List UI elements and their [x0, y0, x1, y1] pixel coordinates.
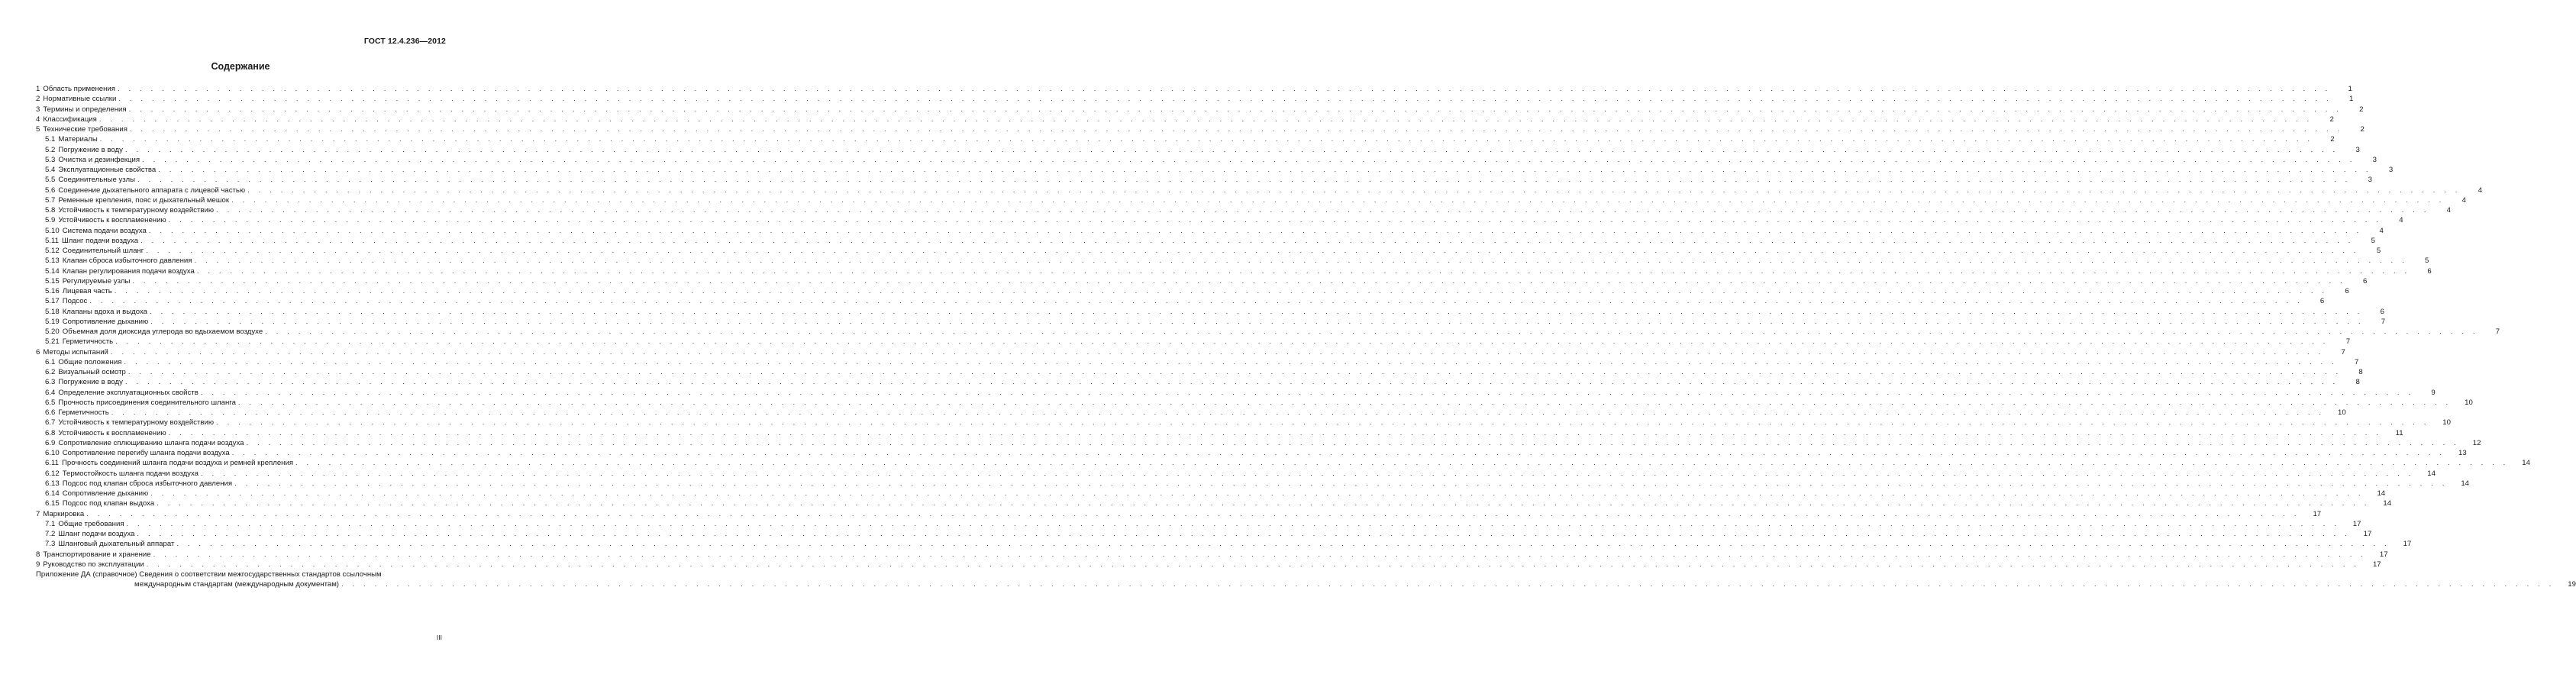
dot-leader: . . . . . . . . . . . . . . . . . . . . . . . . . . . . . . . . . . . . . . . . . . . . . . . . . . . . . . . . . . . . . . . . . . . . . . . . . . . . . . . . . . . . . . . . . . . . . . . . . . . . . . . . . . . . . . . . . . . . . . . . . . . . . . . . . . . . . . . . . . . . . . . . . . . . . . . . . . . . . . . . . . . . . . . . . . . . . . . . . . . . . . . . . . . . . . . . . . . . . . . .	[153, 550, 2367, 559]
toc-entry-title: Устойчивость к воспламенению	[58, 428, 166, 437]
dot-leader: . . . . . . . . . . . . . . . . . . . . . . . . . . . . . . . . . . . . . . . . . . . . . . . . . . . . . . . . . . . . . . . . . . . . . . . . . . . . . . . . . . . . . . . . . . . . . . . . . . . . . . . . . . . . . . . . . . . . . . . . . . . . . . . . . . . . . . . . . . . . . . . . . . . . . . . . . . . . . . . . . . . . . . . . . . . . . . . . . . . . . . . . . . . . . . . . . . . . . . . .	[124, 145, 2339, 154]
dot-leader: . . . . . . . . . . . . . . . . . . . . . . . . . . . . . . . . . . . . . . . . . . . . . . . . . . . . . . . . . . . . . . . . . . . . . . . . . . . . . . . . . . . . . . . . . . . . . . . . . . . . . . . . . . . . . . . . . . . . . . . . . . . . . . . . . . . . . . . . . . . . . . . . . . . . . . . . . . . . . . . . . . . . . . . . . . . . . . . . . . . . . . . . . . . . . . . . . . . . . . . .	[137, 176, 2351, 185]
toc-entry-page: 2	[2330, 135, 2335, 144]
dot-leader: . . . . . . . . . . . . . . . . . . . . . . . . . . . . . . . . . . . . . . . . . . . . . . . . . . . . . . . . . . . . . . . . . . . . . . . . . . . . . . . . . . . . . . . . . . . . . . . . . . . . . . . . . . . . . . . . . . . . . . . . . . . . . . . . . . . . . . . . . . . . . . . . . . . . . . . . . . . . . . . . . . . . . . . . . . . . . . . . . . . . . . . . . . . . . . . . . . . . . . . .	[150, 489, 2365, 498]
toc-entry-text	[36, 560, 147, 570]
toc-entry-page: 11	[2395, 428, 2403, 437]
dot-leader: . . . . . . . . . . . . . . . . . . . . . . . . . . . . . . . . . . . . . . . . . . . . . . . . . . . . . . . . . . . . . . . . . . . . . . . . . . . . . . . . . . . . . . . . . . . . . . . . . . . . . . . . . . . . . . . . . . . . . . . . . . . . . . . . . . . . . . . . . . . . . . . . . . . . . . . . . . . . . . . . . . . . . . . . . . . . . . . . . . . . . . . . . . . . . . . . . . . . . . . .	[99, 135, 2313, 144]
toc-entry-text	[45, 165, 158, 175]
toc-entry-text	[45, 539, 176, 549]
toc-entry-number: 5.7	[45, 195, 56, 205]
toc-entry	[36, 327, 2500, 337]
toc-entry-title: Объемная доля диоксида углерода во вдыхаемом воздухе	[62, 328, 263, 336]
toc-entry-text	[36, 94, 118, 104]
toc-entry-page: 2	[2360, 125, 2365, 134]
toc-entry-number: 6.8	[45, 428, 56, 437]
toc-entry-page: 1	[2348, 85, 2352, 93]
toc-entry-number: 5.13	[45, 257, 60, 266]
toc-entry-title: Погружение в воду	[58, 378, 123, 387]
toc-entry	[36, 337, 2351, 347]
toc-entry-text	[45, 195, 231, 205]
page-number: III	[436, 634, 442, 641]
toc-entry-number: 5.5	[45, 176, 56, 185]
toc-entry-page: 6	[2380, 307, 2384, 316]
toc-entry-page: 4	[2379, 226, 2384, 235]
toc-entry-number: 5.14	[45, 266, 60, 276]
toc-entry	[36, 489, 2386, 499]
dot-leader: . . . . . . . . . . . . . . . . . . . . . . . . . . . . . . . . . . . . . . . . . . . . . . . . . . . . . . . . . . . . . . . . . . . . . . . . . . . . . . . . . . . . . . . . . . . . . . . . . . . . . . . . . . . . . . . . . . . . . . . . . . . . . . . . . . . . . . . . . . . . . . . . . . . . . . . . . . . . . . . . . . . . . . . . . . . . . . . . . . . . . . . . . . . . . . . . . . . . . . . .	[128, 368, 2342, 376]
dot-leader: . . . . . . . . . . . . . . . . . . . . . . . . . . . . . . . . . . . . . . . . . . . . . . . . . . . . . . . . . . . . . . . . . . . . . . . . . . . . . . . . . . . . . . . . . . . . . . . . . . . . . . . . . . . . . . . . . . . . . . . . . . . . . . . . . . . . . . . . . . . . . . . . . . . . . . . . . . . . . . . . . . . . . . . . . . . . . . . . . . . . . . . . . . . . . . . . . . . . . . . .	[148, 226, 2362, 235]
toc-entry	[36, 377, 2360, 387]
toc-entry-number: 3	[36, 105, 40, 114]
toc-entry-title: Устойчивость к температурному воздействию	[58, 206, 215, 215]
toc-entry-number: 6.13	[45, 479, 60, 488]
toc-entry	[36, 418, 2451, 428]
toc-entry-title: Материалы	[58, 135, 98, 144]
toc-entry-title: Соединительные узлы	[58, 176, 136, 185]
toc-entry-text	[36, 84, 118, 94]
toc-entry-page: 12	[2472, 438, 2481, 447]
table-of-contents	[36, 84, 2576, 590]
toc-entry-text	[45, 327, 265, 337]
dot-leader: . . . . . . . . . . . . . . . . . . . . . . . . . . . . . . . . . . . . . . . . . . . . . . . . . . . . . . . . . . . . . . . . . . . . . . . . . . . . . . . . . . . . . . . . . . . . . . . . . . . . . . . . . . . . . . . . . . . . . . . . . . . . . . . . . . . . . . . . . . . . . . . . . . . . . . . . . . . . . . . . . . . . . . . . . . . . . . . . . . . . . . . . . . . . . . . . . . . . . . . .	[201, 469, 2414, 478]
dot-leader: . . . . . . . . . . . . . . . . . . . . . . . . . . . . . . . . . . . . . . . . . . . . . . . . . . . . . . . . . . . . . . . . . . . . . . . . . . . . . . . . . . . . . . . . . . . . . . . . . . . . . . . . . . . . . . . . . . . . . . . . . . . . . . . . . . . . . . . . . . . . . . . . . . . . . . . . . . . . . . . . . . . . . . . . . . . . . . . . . . . . . . . . . . . . . . . . . . . . . . . .	[115, 337, 2329, 347]
toc-entry-text	[36, 115, 99, 124]
toc-entry-page: 14	[2522, 459, 2530, 468]
toc-entry-number: 6.10	[45, 449, 60, 457]
toc-entry-text	[36, 105, 129, 115]
toc-entry-number: 6.5	[45, 398, 56, 407]
dot-leader: . . . . . . . . . . . . . . . . . . . . . . . . . . . . . . . . . . . . . . . . . . . . . . . . . . . . . . . . . . . . . . . . . . . . . . . . . . . . . . . . . . . . . . . . . . . . . . . . . . . . . . . . . . . . . . . . . . . . . . . . . . . . . . . . . . . . . . . . . . . . . . . . . . . . . . . . . . . . . . . . . . . . . . . . . . . . . . . . . . . . . . . . . . . . . . . . . . . . . . . .	[98, 115, 2313, 124]
toc-entry-page: 14	[2377, 489, 2386, 498]
dot-leader: . . . . . . . . . . . . . . . . . . . . . . . . . . . . . . . . . . . . . . . . . . . . . . . . . . . . . . . . . . . . . . . . . . . . . . . . . . . . . . . . . . . . . . . . . . . . . . . . . . . . . . . . . . . . . . . . . . . . . . . . . . . . . . . . . . . . . . . . . . . . . . . . . . . . . . . . . . . . . . . . . . . . . . . . . . . . . . . . . . . . . . . . . . . . . . . . . . . . . . . .	[295, 459, 2509, 468]
toc-entry-text	[45, 418, 216, 428]
toc-entry-page: 17	[2403, 540, 2412, 549]
toc-entry-title: Общие требования	[58, 519, 124, 528]
toc-entry-page: 7	[2341, 347, 2345, 357]
toc-entry-title: Область применения	[43, 85, 115, 93]
toc-entry	[36, 519, 2361, 529]
toc-entry-text	[36, 509, 86, 519]
toc-entry-page: 17	[2372, 560, 2381, 569]
toc-entry-number: 5.21	[45, 337, 60, 347]
toc-entry-title: Клапан сброса избыточного давления	[62, 257, 192, 266]
dot-leader: . . . . . . . . . . . . . . . . . . . . . . . . . . . . . . . . . . . . . . . . . . . . . . . . . . . . . . . . . . . . . . . . . . . . . . . . . . . . . . . . . . . . . . . . . . . . . . . . . . . . . . . . . . . . . . . . . . . . . . . . . . . . . . . . . . . . . . . . . . . . . . . . . . . . . . . . . . . . . . . . . . . . . . . . . . . . . . . . . . . . . . . . . . . . . . . . . . . . . . . .	[234, 479, 2448, 488]
toc-entry-text	[45, 337, 115, 347]
toc-entry-page: 7	[2345, 337, 2351, 347]
toc-entry-page: 17	[2363, 530, 2372, 538]
toc-entry-number: 7	[36, 509, 40, 518]
toc-entry-number: 6.7	[45, 418, 56, 428]
dot-leader: . . . . . . . . . . . . . . . . . . . . . . . . . . . . . . . . . . . . . . . . . . . . . . . . . . . . . . . . . . . . . . . . . . . . . . . . . . . . . . . . . . . . . . . . . . . . . . . . . . . . . . . . . . . . . . . . . . . . . . . . . . . . . . . . . . . . . . . . . . . . . . . . . . . . . . . . . . . . . . . . . . . . . . . . . . . . . . . . . . . . . . . . . . . . . . . . . . . . . . . .	[265, 328, 2479, 336]
toc-entry	[36, 226, 2384, 236]
toc-entry-page: 5	[2376, 247, 2381, 255]
toc-entry-number: 5.2	[45, 145, 56, 154]
toc-entry-number: 6.12	[45, 469, 60, 478]
toc-entry-page: 14	[2461, 479, 2469, 488]
toc-entry-title: Маркировка	[43, 509, 85, 518]
dot-leader: . . . . . . . . . . . . . . . . . . . . . . . . . . . . . . . . . . . . . . . . . . . . . . . . . . . . . . . . . . . . . . . . . . . . . . . . . . . . . . . . . . . . . . . . . . . . . . . . . . . . . . . . . . . . . . . . . . . . . . . . . . . . . . . . . . . . . . . . . . . . . . . . . . . . . . . . . . . . . . . . . . . . . . . . . . . . . . . . . . . . . . . . . . . . . . . . . . . . . . . .	[142, 155, 2355, 164]
toc-entry-number: 6.15	[45, 499, 60, 508]
toc-entry-title: Термины и определения	[43, 105, 127, 114]
dot-leader: . . . . . . . . . . . . . . . . . . . . . . . . . . . . . . . . . . . . . . . . . . . . . . . . . . . . . . . . . . . . . . . . . . . . . . . . . . . . . . . . . . . . . . . . . . . . . . . . . . . . . . . . . . . . . . . . . . . . . . . . . . . . . . . . . . . . . . . . . . . . . . . . . . . . . . . . . . . . . . . . . . . . . . . . . . . . . . . . . . . . . . . . . . . . . . . . . . . . . . . .	[140, 236, 2354, 245]
toc-entry-number: 5.17	[45, 297, 60, 306]
toc-entry-text	[45, 408, 111, 418]
toc-entry-number: 5.15	[45, 276, 60, 286]
toc-entry-text	[45, 307, 150, 317]
toc-entry	[36, 124, 2365, 134]
toc-entry-page: 3	[2368, 176, 2372, 185]
toc-entry	[36, 134, 2335, 144]
toc-entry	[36, 286, 2349, 296]
toc-entry-page: 3	[2372, 155, 2377, 164]
toc-entry-text	[45, 357, 124, 367]
dot-leader: . . . . . . . . . . . . . . . . . . . . . . . . . . . . . . . . . . . . . . . . . . . . . . . . . . . . . . . . . . . . . . . . . . . . . . . . . . . . . . . . . . . . . . . . . . . . . . . . . . . . . . . . . . . . . . . . . . . . . . . . . . . . . . . . . . . . . . . . . . . . . . . . . . . . . . . . . . . . . . . . . . . . . . . . . . . . . . . . . . . . . . . . . . . . . . . . . . . . . . . .	[157, 499, 2371, 508]
toc-entry-number: 7.1	[45, 519, 56, 528]
dot-leader: . . . . . . . . . . . . . . . . . . . . . . . . . . . . . . . . . . . . . . . . . . . . . . . . . . . . . . . . . . . . . . . . . . . . . . . . . . . . . . . . . . . . . . . . . . . . . . . . . . . . . . . . . . . . . . . . . . . . . . . . . . . . . . . . . . . . . . . . . . . . . . . . . . . . . . . . . . . . . . . . . . . . . . . . . . . . . . . . . . . . . . . . . . . . . . . . . . . . . . . .	[124, 378, 2339, 387]
toc-entry-number: 5.11	[45, 236, 59, 245]
toc-entry-title: Устойчивость к температурному воздействию	[58, 418, 215, 428]
toc-entry-text	[45, 276, 132, 286]
dot-leader: . . . . . . . . . . . . . . . . . . . . . . . . . . . . . . . . . . . . . . . . . . . . . . . . . . . . . . . . . . . . . . . . . . . . . . . . . . . . . . . . . . . . . . . . . . . . . . . . . . . . . . . . . . . . . . . . . . . . . . . . . . . . . . . . . . . . . . . . . . . . . . . . . . . . . . . . . . . . . . . . . . . . . . . . . . . . . . . . . . . . . . . . . . . . . . . . . . . . . . . .	[194, 257, 2408, 266]
toc-entry-number: 5.18	[45, 307, 60, 316]
toc-entry-page: 7	[2355, 357, 2359, 366]
toc-entry-number: 5.12	[45, 247, 60, 255]
toc-entry-page: 4	[2399, 216, 2403, 225]
toc-entry-number: 6.9	[45, 438, 56, 447]
toc-entry	[36, 408, 2346, 418]
dot-leader: . . . . . . . . . . . . . . . . . . . . . . . . . . . . . . . . . . . . . . . . . . . . . . . . . . . . . . . . . . . . . . . . . . . . . . . . . . . . . . . . . . . . . . . . . . . . . . . . . . . . . . . . . . . . . . . . . . . . . . . . . . . . . . . . . . . . . . . . . . . . . . . . . . . . . . . . . . . . . . . . . . . . . . . . . . . . . . . . . . . . . . . . . . . . . . . . . . . . . . . .	[89, 297, 2303, 306]
toc-entry-text	[45, 226, 149, 236]
toc-entry-title: Определение эксплуатационных свойств	[58, 388, 199, 397]
toc-entry-title: Подсос под клапан выдоха	[62, 499, 155, 508]
toc-entry-page: 5	[2425, 257, 2429, 266]
toc-entry	[36, 276, 2368, 286]
toc-entry-title: Сопротивление перегибу шланга подачи воздуха	[62, 449, 230, 457]
dot-leader: . . . . . . . . . . . . . . . . . . . . . . . . . . . . . . . . . . . . . . . . . . . . . . . . . . . . . . . . . . . . . . . . . . . . . . . . . . . . . . . . . . . . . . . . . . . . . . . . . . . . . . . . . . . . . . . . . . . . . . . . . . . . . . . . . . . . . . . . . . . . . . . . . . . . . . . . . . . . . . . . . . . . . . . . . . . . . . . . . . . . . . . . . . . . . . . . . . . . . . . .	[237, 398, 2452, 407]
toc-entry-title: Погружение в воду	[58, 145, 123, 154]
toc-entry-number: 5.9	[45, 216, 56, 225]
toc-entry-text	[45, 317, 150, 327]
toc-entry	[36, 296, 2325, 306]
toc-entry-number: 5.19	[45, 317, 60, 326]
toc-entry-page: 4	[2478, 186, 2483, 195]
toc-entry-title: Подсос	[62, 297, 88, 306]
toc-entry-number: 7.3	[45, 540, 56, 549]
toc-entry	[36, 266, 2432, 276]
toc-entry-number: 6.2	[45, 368, 56, 376]
toc-entry	[36, 165, 2394, 175]
toc-entry-text	[45, 388, 201, 398]
toc-entry-page: 6	[2362, 276, 2368, 286]
toc-entry-title: Шланг подачи воздуха	[58, 530, 135, 538]
toc-entry	[36, 105, 2364, 115]
toc-entry	[36, 205, 2451, 215]
toc-entry-number: 5.1	[45, 135, 56, 144]
toc-entry-number: 6.3	[45, 378, 56, 387]
toc-entry	[36, 236, 2375, 246]
dot-leader: . . . . . . . . . . . . . . . . . . . . . . . . . . . . . . . . . . . . . . . . . . . . . . . . . . . . . . . . . . . . . . . . . . . . . . . . . . . . . . . . . . . . . . . . . . . . . . . . . . . . . . . . . . . . . . . . . . . . . . . . . . . . . . . . . . . . . . . . . . . . . . . . . . . . . . . . . . . . . . . . . . . . . . . . . . . . . . . . . . . . . . . . . . . . . . . . . . . . . . . .	[168, 216, 2382, 225]
dot-leader: . . . . . . . . . . . . . . . . . . . . . . . . . . . . . . . . . . . . . . . . . . . . . . . . . . . . . . . . . . . . . . . . . . . . . . . . . . . . . . . . . . . . . . . . . . . . . . . . . . . . . . . . . . . . . . . . . . . . . . . . . . . . . . . . . . . . . . . . . . . . . . . . . . . . . . . . . . . . . . . . . . . . . . . . . . . . . . . . . . . . . . . . . . . . . . . . . . . . . . . .	[146, 247, 2360, 255]
toc-entry-text	[45, 469, 201, 479]
dot-leader: . . . . . . . . . . . . . . . . . . . . . . . . . . . . . . . . . . . . . . . . . . . . . . . . . . . . . . . . . . . . . . . . . . . . . . . . . . . . . . . . . . . . . . . . . . . . . . . . . . . . . . . . . . . . . . . . . . . . . . . . . . . . . . . . . . . . . . . . . . . . . . . . . . . . . . . . . . . . . . . . . . . . . . . . . . . . . . . . . . . . . . . . . . . . . . . . . . . . . . . .	[124, 357, 2338, 366]
toc-entry-title: Шланговый дыхательный аппарат	[58, 540, 175, 549]
toc-entry-title: Соединительный шланг	[62, 247, 144, 255]
toc-entry-title: Технические требования	[43, 125, 128, 134]
toc-entry	[36, 479, 2469, 489]
toc-entry-page: 9	[2431, 388, 2436, 397]
toc-entry-title: Устойчивость к воспламенению	[58, 216, 166, 225]
toc-entry-page: 14	[2383, 499, 2392, 508]
toc-entry	[36, 367, 2363, 377]
dot-leader: . . . . . . . . . . . . . . . . . . . . . . . . . . . . . . . . . . . . . . . . . . . . . . . . . . . . . . . . . . . . . . . . . . . . . . . . . . . . . . . . . . . . . . . . . . . . . . . . . . . . . . . . . . . . . . . . . . . . . . . . . . . . . . . . . . . . . . . . . . . . . . . . . . . . . . . . . . . . . . . . . . . . . . . . . . . . . . . . . . . . . . . . . . . . . . . . . . . . . . . .	[86, 509, 2300, 518]
toc-entry-title: Лицевая часть	[62, 287, 112, 295]
toc-entry-page: 6	[2427, 266, 2432, 276]
toc-entry-text	[45, 438, 246, 448]
toc-entry-page: 17	[2379, 550, 2388, 559]
toc-entry-title: Ременные крепления, пояс и дыхательный мешок	[58, 195, 230, 205]
dot-leader: . . . . . . . . . . . . . . . . . . . . . . . . . . . . . . . . . . . . . . . . . . . . . . . . . . . . . . . . . . . . . . . . . . . . . . . . . . . . . . . . . . . . . . . . . . . . . . . . . . . . . . . . . . . . . . . . . . . . . . . . . . . . . . . . . . . . . . . . . . . . . . . . . . . . . . . . . . . . . . . . . . . . . . . . . . . . . . . . . . . . . . . . . . . . . . . . . . . . . . . .	[158, 166, 2372, 174]
toc-entry-page: 14	[2427, 469, 2436, 478]
dot-leader: . . . . . . . . . . . . . . . . . . . . . . . . . . . . . . . . . . . . . . . . . . . . . . . . . . . . . . . . . . . . . . . . . . . . . . . . . . . . . . . . . . . . . . . . . . . . . . . . . . . . . . . . . . . . . . . . . . . . . . . . . . . . . . . . . . . . . . . . . . . . . . . . . . . . . . . . . . . . . . . . . . . . . . . . . . . . . . . . . . . . . . . . . . . . . . . . . . . . . . . .	[129, 125, 2343, 134]
toc-entry-number: 6.11	[45, 459, 59, 468]
toc-entry	[36, 499, 2392, 508]
toc-entry-number: 6.6	[45, 408, 56, 417]
toc-entry-title: Методы испытаний	[43, 347, 108, 357]
toc-entry	[36, 246, 2381, 256]
toc-entry-page: 10	[2338, 408, 2346, 417]
dot-leader: . . . . . . . . . . . . . . . . . . . . . . . . . . . . . . . . . . . . . . . . . . . . . . . . . . . . . . . . . . . . . . . . . . . . . . . . . . . . . . . . . . . . . . . . . . . . . . . . . . . . . . . . . . . . . . . . . . . . . . . . . . . . . . . . . . . . . . . . . . . . . . . . . . . . . . . . . . . . . . . . . . . . . . . . . . . . . . . . . . . . . . . . . . . . . . . . . . . . . . . .	[150, 317, 2365, 326]
toc-entry-text	[45, 205, 216, 215]
toc-entry-title: Соединение дыхательного аппарата с лицевой частью	[58, 186, 246, 195]
toc-entry-title: Сопротивление дыханию	[62, 489, 149, 498]
toc-entry-text	[45, 256, 194, 266]
toc-entry-number: 6.1	[45, 357, 56, 366]
toc-entry	[36, 84, 2352, 94]
toc-entry	[36, 155, 2377, 165]
toc-entry-title: Классификация	[43, 115, 97, 124]
toc-entry-number: 7.2	[45, 530, 56, 538]
toc-entry-title: Сопротивление дыханию	[62, 317, 149, 326]
toc-entry-page: 2	[2329, 115, 2334, 124]
dot-leader: . . . . . . . . . . . . . . . . . . . . . . . . . . . . . . . . . . . . . . . . . . . . . . . . . . . . . . . . . . . . . . . . . . . . . . . . . . . . . . . . . . . . . . . . . . . . . . . . . . . . . . . . . . . . . . . . . . . . . . . . . . . . . . . . . . . . . . . . . . . . . . . . . . . . . . . . . . . . . . . . . . . . . . . . . . . . . . . . . . . . . . . . . . . . . . . . . . . . . . . .	[117, 85, 2331, 93]
toc-entry-page: 7	[2381, 317, 2386, 326]
toc-entry-page: 17	[2352, 519, 2361, 528]
toc-entry-text	[45, 367, 128, 377]
toc-entry	[36, 195, 2466, 205]
toc-entry	[36, 256, 2429, 266]
toc-entry	[36, 357, 2359, 367]
toc-entry	[36, 560, 2381, 570]
appendix-page: 19	[2568, 580, 2576, 589]
toc-entry-page: 3	[2388, 166, 2394, 174]
toc-entry-page: 8	[2355, 378, 2360, 387]
toc-entry-text	[36, 347, 111, 357]
dot-leader: . . . . . . . . . . . . . . . . . . . . . . . . . . . . . . . . . . . . . . . . . . . . . . . . . . . . . . . . . . . . . . . . . . . . . . . . . . . . . . . . . . . . . . . . . . . . . . . . . . . . . . . . . . . . . . . . . . . . . . . . . . . . . . . . . . . . . . . . . . . . . . . . . . . . . . . . . . . . . . . . . . . . . . . . . . . . . . . . . . . . . . . . . . . . . . . . . . . . . . . .	[341, 580, 2555, 589]
toc-entry	[36, 448, 2467, 458]
dot-leader: . . . . . . . . . . . . . . . . . . . . . . . . . . . . . . . . . . . . . . . . . . . . . . . . . . . . . . . . . . . . . . . . . . . . . . . . . . . . . . . . . . . . . . . . . . . . . . . . . . . . . . . . . . . . . . . . . . . . . . . . . . . . . . . . . . . . . . . . . . . . . . . . . . . . . . . . . . . . . . . . . . . . . . . . . . . . . . . . . . . . . . . . . . . . . . . . . . . . . . . .	[216, 418, 2429, 428]
toc-entry-text	[45, 186, 247, 195]
toc-entry	[36, 509, 2322, 519]
toc-entry-page: 3	[2355, 145, 2360, 154]
toc-entry	[36, 347, 2345, 357]
toc-entry	[36, 438, 2481, 448]
toc-entry	[36, 115, 2334, 124]
toc-entry-number: 9	[36, 560, 40, 569]
toc-entry-number: 5.8	[45, 206, 56, 215]
toc-entry-number: 5.10	[45, 226, 60, 235]
dot-leader: . . . . . . . . . . . . . . . . . . . . . . . . . . . . . . . . . . . . . . . . . . . . . . . . . . . . . . . . . . . . . . . . . . . . . . . . . . . . . . . . . . . . . . . . . . . . . . . . . . . . . . . . . . . . . . . . . . . . . . . . . . . . . . . . . . . . . . . . . . . . . . . . . . . . . . . . . . . . . . . . . . . . . . . . . . . . . . . . . . . . . . . . . . . . . . . . . . . . . . . .	[168, 428, 2382, 437]
toc-entry-text	[45, 529, 137, 539]
toc-entry-text	[45, 489, 150, 499]
toc-entry-number: 2	[36, 95, 40, 104]
toc-entry	[36, 458, 2530, 468]
toc-entry-text	[45, 479, 234, 489]
toc-entry	[36, 428, 2403, 438]
toc-entry-title: Транспортирование и хранение	[43, 550, 151, 559]
toc-entry-page: 4	[2461, 195, 2466, 205]
toc-entry-text	[45, 175, 137, 185]
toc-entry	[36, 94, 2354, 104]
dot-leader: . . . . . . . . . . . . . . . . . . . . . . . . . . . . . . . . . . . . . . . . . . . . . . . . . . . . . . . . . . . . . . . . . . . . . . . . . . . . . . . . . . . . . . . . . . . . . . . . . . . . . . . . . . . . . . . . . . . . . . . . . . . . . . . . . . . . . . . . . . . . . . . . . . . . . . . . . . . . . . . . . . . . . . . . . . . . . . . . . . . . . . . . . . . . . . . . . . . . . . . .	[118, 95, 2332, 104]
toc-entry-number: 5.20	[45, 328, 60, 336]
dot-leader: . . . . . . . . . . . . . . . . . . . . . . . . . . . . . . . . . . . . . . . . . . . . . . . . . . . . . . . . . . . . . . . . . . . . . . . . . . . . . . . . . . . . . . . . . . . . . . . . . . . . . . . . . . . . . . . . . . . . . . . . . . . . . . . . . . . . . . . . . . . . . . . . . . . . . . . . . . . . . . . . . . . . . . . . . . . . . . . . . . . . . . . . . . . . . . . . . . . . . . . .	[176, 540, 2390, 549]
toc-entry-title: Герметичность	[62, 337, 114, 347]
toc-entry-number: 4	[36, 115, 40, 124]
toc-entry-text	[45, 499, 157, 508]
toc-entry-page: 7	[2495, 328, 2500, 336]
dot-leader: . . . . . . . . . . . . . . . . . . . . . . . . . . . . . . . . . . . . . . . . . . . . . . . . . . . . . . . . . . . . . . . . . . . . . . . . . . . . . . . . . . . . . . . . . . . . . . . . . . . . . . . . . . . . . . . . . . . . . . . . . . . . . . . . . . . . . . . . . . . . . . . . . . . . . . . . . . . . . . . . . . . . . . . . . . . . . . . . . . . . . . . . . . . . . . . . . . . . . . . .	[128, 105, 2342, 114]
toc-entry-page: 2	[2359, 105, 2364, 114]
toc-entry-text	[45, 134, 100, 144]
toc-entry-text	[45, 398, 238, 408]
toc-entry-text	[45, 155, 142, 165]
dot-leader: . . . . . . . . . . . . . . . . . . . . . . . . . . . . . . . . . . . . . . . . . . . . . . . . . . . . . . . . . . . . . . . . . . . . . . . . . . . . . . . . . . . . . . . . . . . . . . . . . . . . . . . . . . . . . . . . . . . . . . . . . . . . . . . . . . . . . . . . . . . . . . . . . . . . . . . . . . . . . . . . . . . . . . . . . . . . . . . . . . . . . . . . . . . . . . . . . . . . . . . .	[111, 408, 2325, 417]
toc-entry-text	[45, 215, 169, 225]
toc-entry-text	[45, 145, 125, 155]
dot-leader: . . . . . . . . . . . . . . . . . . . . . . . . . . . . . . . . . . . . . . . . . . . . . . . . . . . . . . . . . . . . . . . . . . . . . . . . . . . . . . . . . . . . . . . . . . . . . . . . . . . . . . . . . . . . . . . . . . . . . . . . . . . . . . . . . . . . . . . . . . . . . . . . . . . . . . . . . . . . . . . . . . . . . . . . . . . . . . . . . . . . . . . . . . . . . . . . . . . . . . . .	[149, 307, 2363, 316]
toc-entry-title: Система подачи воздуха	[62, 226, 147, 235]
toc-entry	[36, 307, 2384, 317]
toc-entry	[36, 175, 2372, 185]
dot-leader: . . . . . . . . . . . . . . . . . . . . . . . . . . . . . . . . . . . . . . . . . . . . . . . . . . . . . . . . . . . . . . . . . . . . . . . . . . . . . . . . . . . . . . . . . . . . . . . . . . . . . . . . . . . . . . . . . . . . . . . . . . . . . . . . . . . . . . . . . . . . . . . . . . . . . . . . . . . . . . . . . . . . . . . . . . . . . . . . . . . . . . . . . . . . . . . . . . . . . . . .	[200, 388, 2414, 397]
toc-entry-text	[45, 286, 115, 296]
appendix-line-1: Приложение ДА (справочное) Сведения о соответствии межгосударственных стандартов ссылочным	[36, 570, 382, 579]
toc-entry	[36, 145, 2360, 155]
toc-entry	[36, 317, 2386, 327]
toc-entry-number: 6.14	[45, 489, 60, 498]
toc-entry-title: Регулируемые узлы	[62, 276, 131, 286]
toc-entry	[36, 469, 2436, 479]
toc-entry-text	[36, 550, 153, 560]
toc-entry-number: 6.4	[45, 388, 56, 397]
toc-entry-number: 5.6	[45, 186, 56, 195]
document-code: ГОСТ 12.4.236—2012	[363, 37, 446, 46]
dot-leader: . . . . . . . . . . . . . . . . . . . . . . . . . . . . . . . . . . . . . . . . . . . . . . . . . . . . . . . . . . . . . . . . . . . . . . . . . . . . . . . . . . . . . . . . . . . . . . . . . . . . . . . . . . . . . . . . . . . . . . . . . . . . . . . . . . . . . . . . . . . . . . . . . . . . . . . . . . . . . . . . . . . . . . . . . . . . . . . . . . . . . . . . . . . . . . . . . . . . . . . .	[216, 206, 2429, 215]
toc-entry-number: 5	[36, 125, 40, 134]
toc-entry	[36, 388, 2436, 398]
dot-leader: . . . . . . . . . . . . . . . . . . . . . . . . . . . . . . . . . . . . . . . . . . . . . . . . . . . . . . . . . . . . . . . . . . . . . . . . . . . . . . . . . . . . . . . . . . . . . . . . . . . . . . . . . . . . . . . . . . . . . . . . . . . . . . . . . . . . . . . . . . . . . . . . . . . . . . . . . . . . . . . . . . . . . . . . . . . . . . . . . . . . . . . . . . . . . . . . . . . . . . . .	[137, 530, 2351, 538]
toc-entry-title: Общие положения	[58, 357, 122, 366]
dot-leader: . . . . . . . . . . . . . . . . . . . . . . . . . . . . . . . . . . . . . . . . . . . . . . . . . . . . . . . . . . . . . . . . . . . . . . . . . . . . . . . . . . . . . . . . . . . . . . . . . . . . . . . . . . . . . . . . . . . . . . . . . . . . . . . . . . . . . . . . . . . . . . . . . . . . . . . . . . . . . . . . . . . . . . . . . . . . . . . . . . . . . . . . . . . . . . . . . . . . . . . .	[231, 449, 2445, 457]
toc-entry-page: 4	[2446, 206, 2451, 215]
toc-entry	[36, 398, 2473, 408]
toc-entry	[36, 539, 2412, 549]
toc-entry-text	[45, 519, 127, 529]
toc-entry-number: 5.3	[45, 155, 56, 164]
toc-entry-title: Шланг подачи воздуха	[61, 236, 139, 245]
toc-entry-page: 6	[2319, 297, 2325, 306]
toc-entry-number: 6	[36, 347, 40, 357]
toc-entry-text	[45, 428, 169, 438]
toc-entry-title: Нормативные ссылки	[43, 95, 117, 104]
toc-entry-title: Прочность соединений шланга подачи воздуха и ремней крепления	[61, 459, 294, 468]
dot-leader: . . . . . . . . . . . . . . . . . . . . . . . . . . . . . . . . . . . . . . . . . . . . . . . . . . . . . . . . . . . . . . . . . . . . . . . . . . . . . . . . . . . . . . . . . . . . . . . . . . . . . . . . . . . . . . . . . . . . . . . . . . . . . . . . . . . . . . . . . . . . . . . . . . . . . . . . . . . . . . . . . . . . . . . . . . . . . . . . . . . . . . . . . . . . . . . . . . . . . . . .	[132, 276, 2346, 286]
toc-entry-text	[45, 458, 295, 468]
toc-entry-title: Подсос под клапан сброса избыточного давления	[62, 479, 233, 488]
toc-entry-page: 8	[2358, 368, 2363, 376]
dot-leader: . . . . . . . . . . . . . . . . . . . . . . . . . . . . . . . . . . . . . . . . . . . . . . . . . . . . . . . . . . . . . . . . . . . . . . . . . . . . . . . . . . . . . . . . . . . . . . . . . . . . . . . . . . . . . . . . . . . . . . . . . . . . . . . . . . . . . . . . . . . . . . . . . . . . . . . . . . . . . . . . . . . . . . . . . . . . . . . . . . . . . . . . . . . . . . . . . . . . . . . .	[110, 347, 2324, 357]
toc-entry-title: Термостойкость шланга подачи воздуха	[62, 469, 199, 478]
toc-entry-title: Эксплуатационные свойства	[58, 166, 157, 174]
toc-entry-text	[45, 377, 125, 387]
toc-entry-title: Клапаны вдоха и выдоха	[62, 307, 147, 316]
toc-entry-page: 13	[2458, 449, 2467, 457]
appendix-line-2	[36, 579, 2576, 589]
toc-entry-text	[45, 448, 232, 458]
toc-entry-number: 5.4	[45, 166, 56, 174]
toc-entry-text	[45, 246, 146, 256]
toc-entry-number: 5.16	[45, 287, 60, 295]
toc-entry-title: Сопротивление сплющиванию шланга подачи воздуха	[58, 438, 244, 447]
toc-entry-page: 10	[2442, 418, 2451, 428]
toc-entry-title: Прочность присоединения соединительного шланга	[58, 398, 236, 407]
toc-entry-page: 17	[2313, 509, 2322, 518]
toc-entry-title: Руководство по эксплуатации	[43, 560, 144, 569]
toc-entry-page: 1	[2348, 95, 2354, 104]
toc-entry-text	[45, 236, 140, 246]
toc-entry	[36, 550, 2388, 560]
dot-leader: . . . . . . . . . . . . . . . . . . . . . . . . . . . . . . . . . . . . . . . . . . . . . . . . . . . . . . . . . . . . . . . . . . . . . . . . . . . . . . . . . . . . . . . . . . . . . . . . . . . . . . . . . . . . . . . . . . . . . . . . . . . . . . . . . . . . . . . . . . . . . . . . . . . . . . . . . . . . . . . . . . . . . . . . . . . . . . . . . . . . . . . . . . . . . . . . . . . . . . . .	[114, 287, 2328, 295]
toc-entry-page: 6	[2345, 287, 2349, 295]
toc-entry-title: Герметичность	[58, 408, 109, 417]
dot-leader: . . . . . . . . . . . . . . . . . . . . . . . . . . . . . . . . . . . . . . . . . . . . . . . . . . . . . . . . . . . . . . . . . . . . . . . . . . . . . . . . . . . . . . . . . . . . . . . . . . . . . . . . . . . . . . . . . . . . . . . . . . . . . . . . . . . . . . . . . . . . . . . . . . . . . . . . . . . . . . . . . . . . . . . . . . . . . . . . . . . . . . . . . . . . . . . . . . . . . . . .	[247, 186, 2461, 195]
toc-entry-page: 5	[2371, 236, 2375, 245]
dot-leader: . . . . . . . . . . . . . . . . . . . . . . . . . . . . . . . . . . . . . . . . . . . . . . . . . . . . . . . . . . . . . . . . . . . . . . . . . . . . . . . . . . . . . . . . . . . . . . . . . . . . . . . . . . . . . . . . . . . . . . . . . . . . . . . . . . . . . . . . . . . . . . . . . . . . . . . . . . . . . . . . . . . . . . . . . . . . . . . . . . . . . . . . . . . . . . . . . . . . . . . .	[246, 438, 2460, 447]
dot-leader: . . . . . . . . . . . . . . . . . . . . . . . . . . . . . . . . . . . . . . . . . . . . . . . . . . . . . . . . . . . . . . . . . . . . . . . . . . . . . . . . . . . . . . . . . . . . . . . . . . . . . . . . . . . . . . . . . . . . . . . . . . . . . . . . . . . . . . . . . . . . . . . . . . . . . . . . . . . . . . . . . . . . . . . . . . . . . . . . . . . . . . . . . . . . . . . . . . . . . . . .	[146, 560, 2360, 569]
toc-entry-text	[45, 296, 89, 306]
toc-entry-text	[45, 266, 197, 276]
dot-leader: . . . . . . . . . . . . . . . . . . . . . . . . . . . . . . . . . . . . . . . . . . . . . . . . . . . . . . . . . . . . . . . . . . . . . . . . . . . . . . . . . . . . . . . . . . . . . . . . . . . . . . . . . . . . . . . . . . . . . . . . . . . . . . . . . . . . . . . . . . . . . . . . . . . . . . . . . . . . . . . . . . . . . . . . . . . . . . . . . . . . . . . . . . . . . . . . . . . . . . . .	[126, 519, 2340, 528]
toc-entry	[36, 215, 2403, 225]
toc-entry-text	[36, 124, 130, 134]
dot-leader: . . . . . . . . . . . . . . . . . . . . . . . . . . . . . . . . . . . . . . . . . . . . . . . . . . . . . . . . . . . . . . . . . . . . . . . . . . . . . . . . . . . . . . . . . . . . . . . . . . . . . . . . . . . . . . . . . . . . . . . . . . . . . . . . . . . . . . . . . . . . . . . . . . . . . . . . . . . . . . . . . . . . . . . . . . . . . . . . . . . . . . . . . . . . . . . . . . . . . . . .	[196, 266, 2410, 276]
dot-leader: . . . . . . . . . . . . . . . . . . . . . . . . . . . . . . . . . . . . . . . . . . . . . . . . . . . . . . . . . . . . . . . . . . . . . . . . . . . . . . . . . . . . . . . . . . . . . . . . . . . . . . . . . . . . . . . . . . . . . . . . . . . . . . . . . . . . . . . . . . . . . . . . . . . . . . . . . . . . . . . . . . . . . . . . . . . . . . . . . . . . . . . . . . . . . . . . . . . . . . . .	[231, 195, 2445, 205]
toc-entry	[36, 186, 2483, 195]
toc-entry-title: Клапан регулирования подачи воздуха	[62, 266, 195, 276]
appendix-title-cont: международным стандартам (международным документам)	[134, 579, 341, 589]
toc-entry	[36, 529, 2372, 539]
toc-entry-number: 8	[36, 550, 40, 559]
toc-entry-page: 10	[2465, 398, 2473, 407]
toc-entry-title: Визуальный осмотр	[58, 368, 126, 376]
toc-entry-title: Очистка и дезинфекция	[58, 155, 140, 164]
toc-entry-number: 1	[36, 85, 40, 93]
page-title: Содержание	[211, 61, 270, 72]
